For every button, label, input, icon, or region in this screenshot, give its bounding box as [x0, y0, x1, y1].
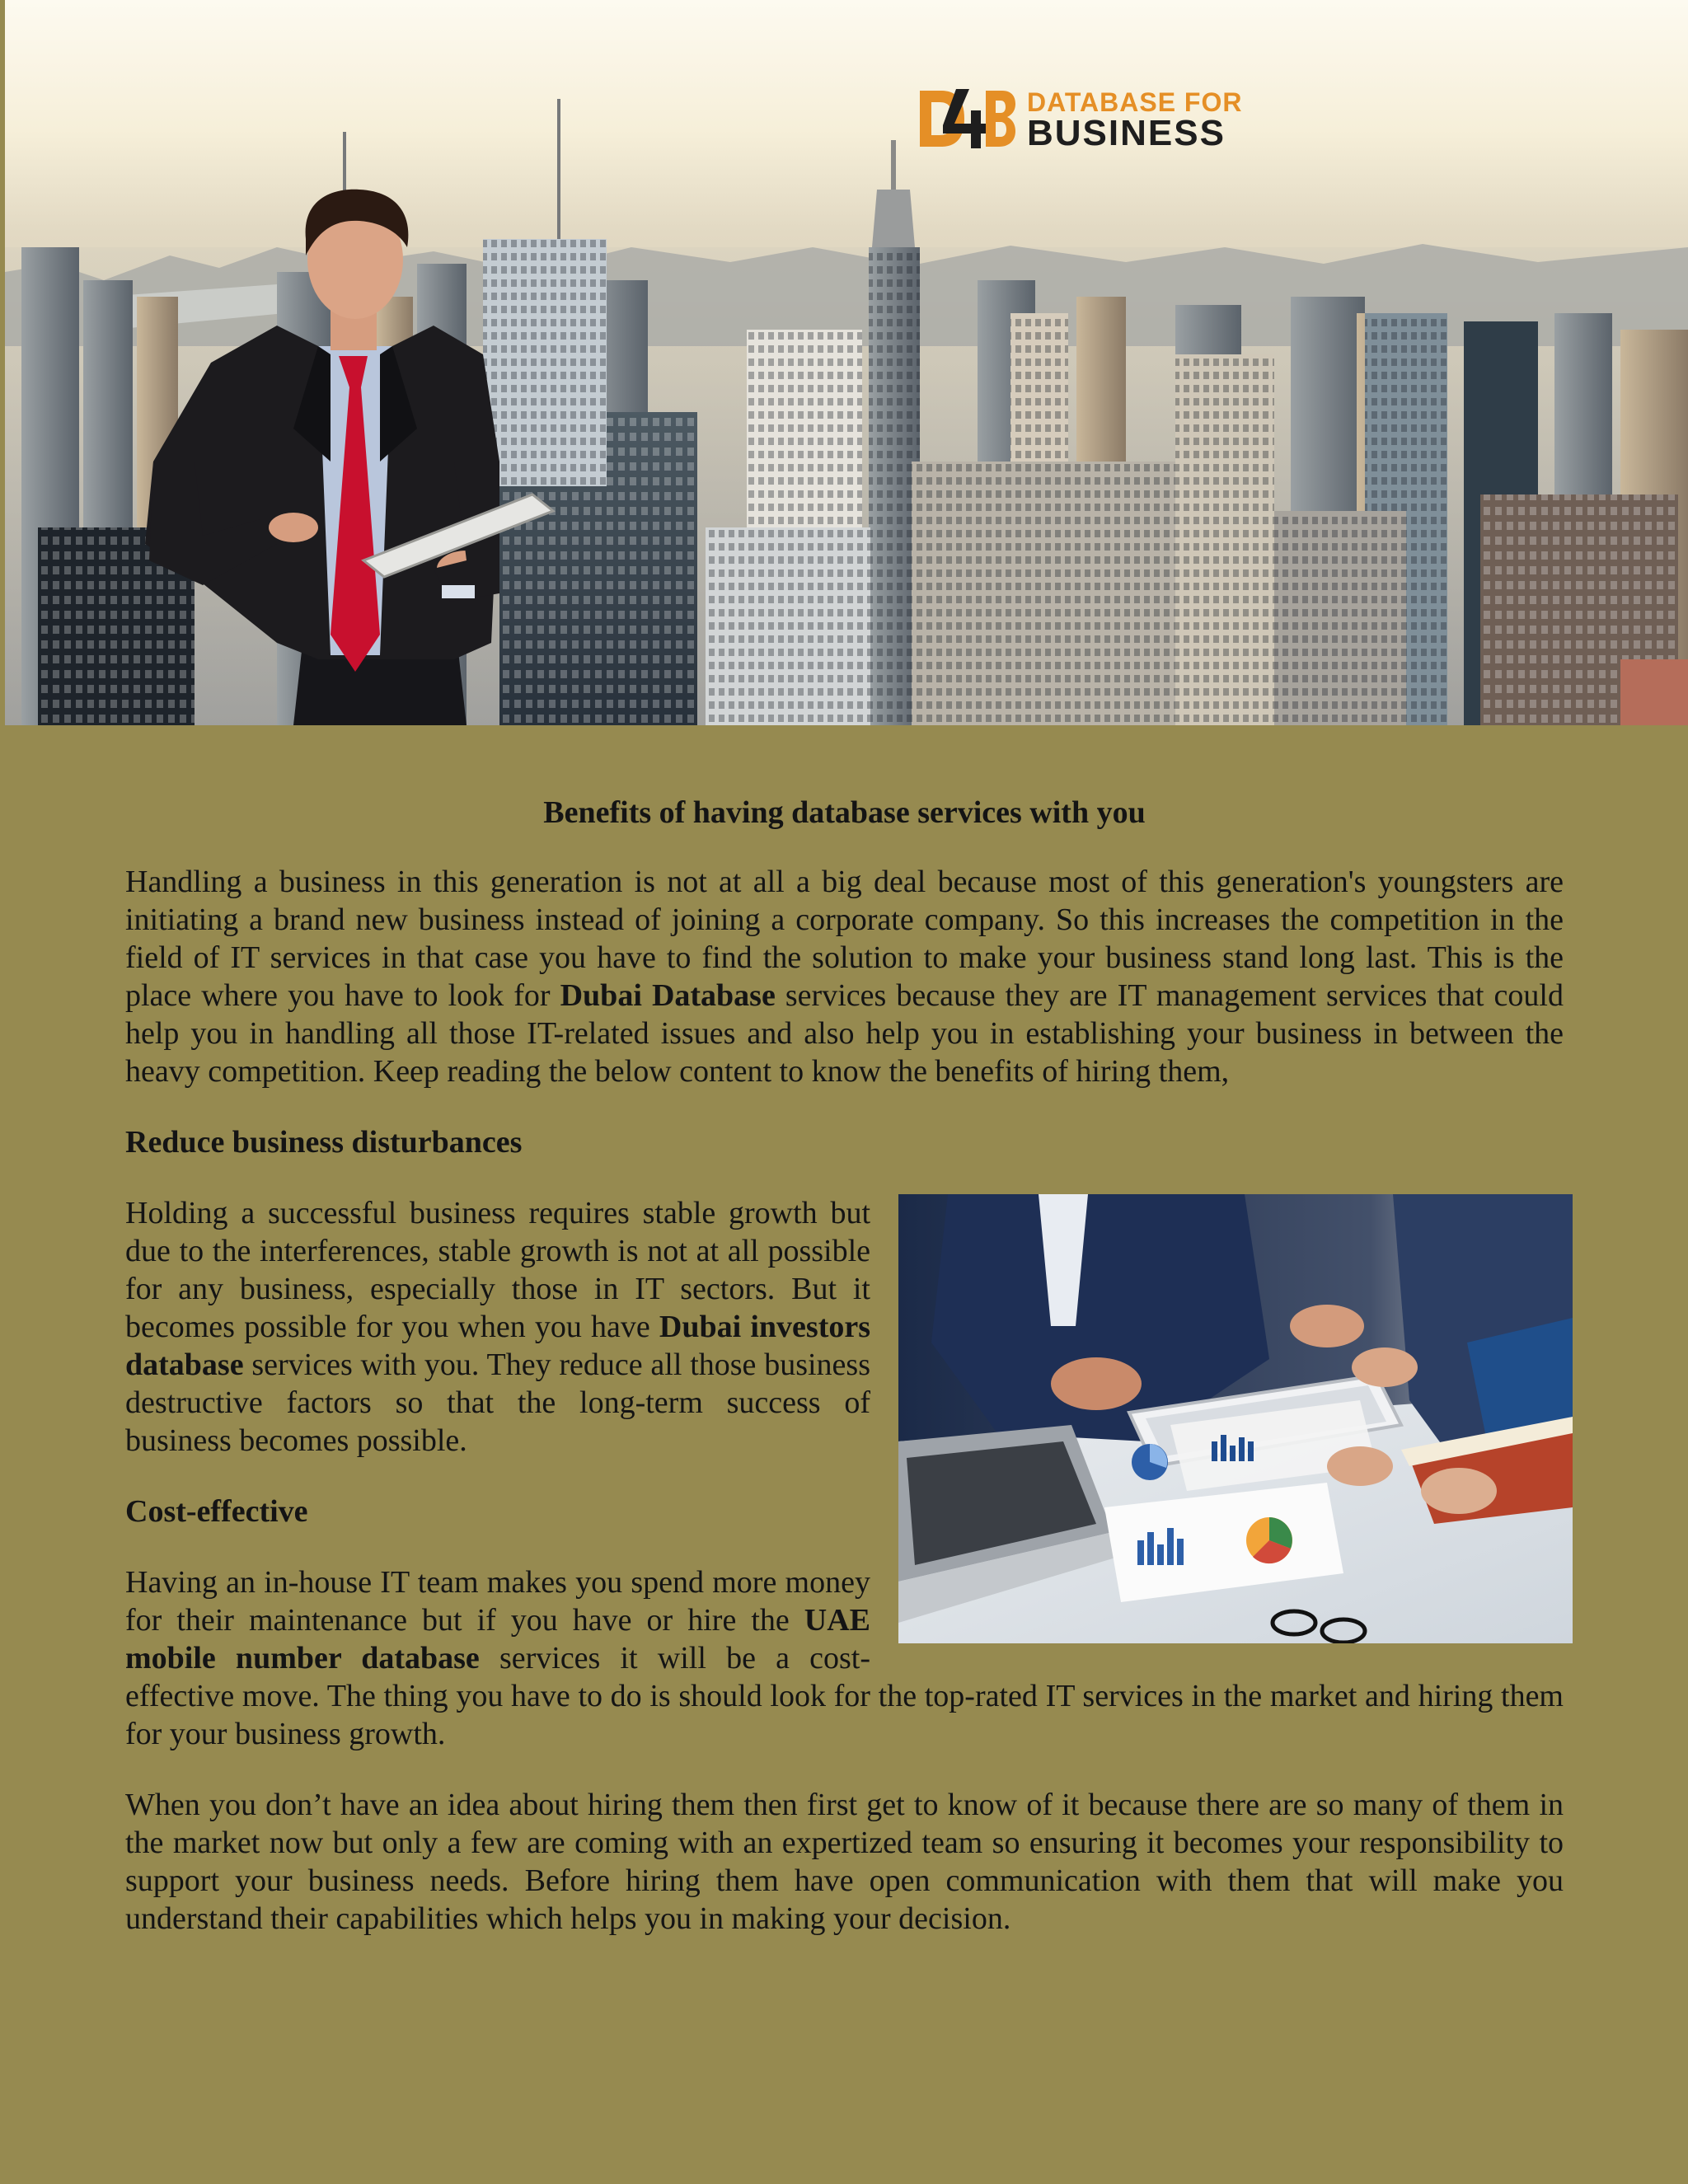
- section-heading-cost-effective: Cost-effective: [125, 1494, 308, 1529]
- dubai-investors-database-keyword: Dubai investors database: [125, 1310, 870, 1382]
- article-body: [125, 794, 1564, 1971]
- brand-logo: [918, 86, 1243, 153]
- dubai-database-keyword: Dubai Database: [560, 978, 776, 1013]
- hero-banner: [5, 0, 1688, 725]
- city-skyline-photo: [5, 0, 1688, 725]
- d4b-logo-mark: [918, 86, 1015, 152]
- intro-text-end: services because they are IT management services that could help you in handling all those IT-related issues and also help you in establishing your business in between the heavy competition. Keep reading the below content to know the benefits of hiring them,: [125, 978, 1564, 1089]
- section2-text-end: services it will be a cost-effective move. The thing you have to do is should look for the top-rated IT services in the market and hiring them for your business growth.: [125, 1641, 1564, 1751]
- section1-text-end: services with you. They reduce all those business destructive factors so that the long-term success of business becomes possible.: [125, 1347, 870, 1458]
- logo-text-database-for: DATABASE FOR: [1027, 87, 1243, 117]
- closing-paragraph: When you don’t have an idea about hiring them then first get to know of it because there are so many of them in the market now but only a few are coming with an expertized team so ensuring it becomes your responsibility to support your business needs. Before hiring them have open communication with them that will make you understand their capabilities which helps you in making your decision.: [125, 1788, 1564, 1936]
- logo-text-business: BUSINESS: [1027, 113, 1226, 153]
- team-meeting-photo: [898, 1194, 1573, 1643]
- intro-paragraph: [125, 863, 1564, 1090]
- intro-text-start: Handling a business in this generation is not at all a big deal because most of this generation's youngsters are initiating a brand new business instead of joining a corporate company. So this increases the competition in the field of IT services in that case you have to find the solution to make your business stand long last. This is the place where you have to look for: [125, 865, 1564, 1013]
- article-title: Benefits of having database services with you: [543, 795, 1146, 830]
- section-heading-reduce-disturbances: Reduce business disturbances: [125, 1125, 523, 1160]
- uae-mobile-number-database-keyword: UAE mobile number database: [125, 1603, 870, 1675]
- section1-text-start: Holding a successful business requires stable growth but due to the interferences, stable growth is not at all possible for any business, especially those in IT sectors. But it becomes possible for you when you have: [125, 1196, 870, 1344]
- section2-text-start: Having an in-house IT team makes you spend more money for their maintenance but if you have or hire the: [125, 1565, 870, 1638]
